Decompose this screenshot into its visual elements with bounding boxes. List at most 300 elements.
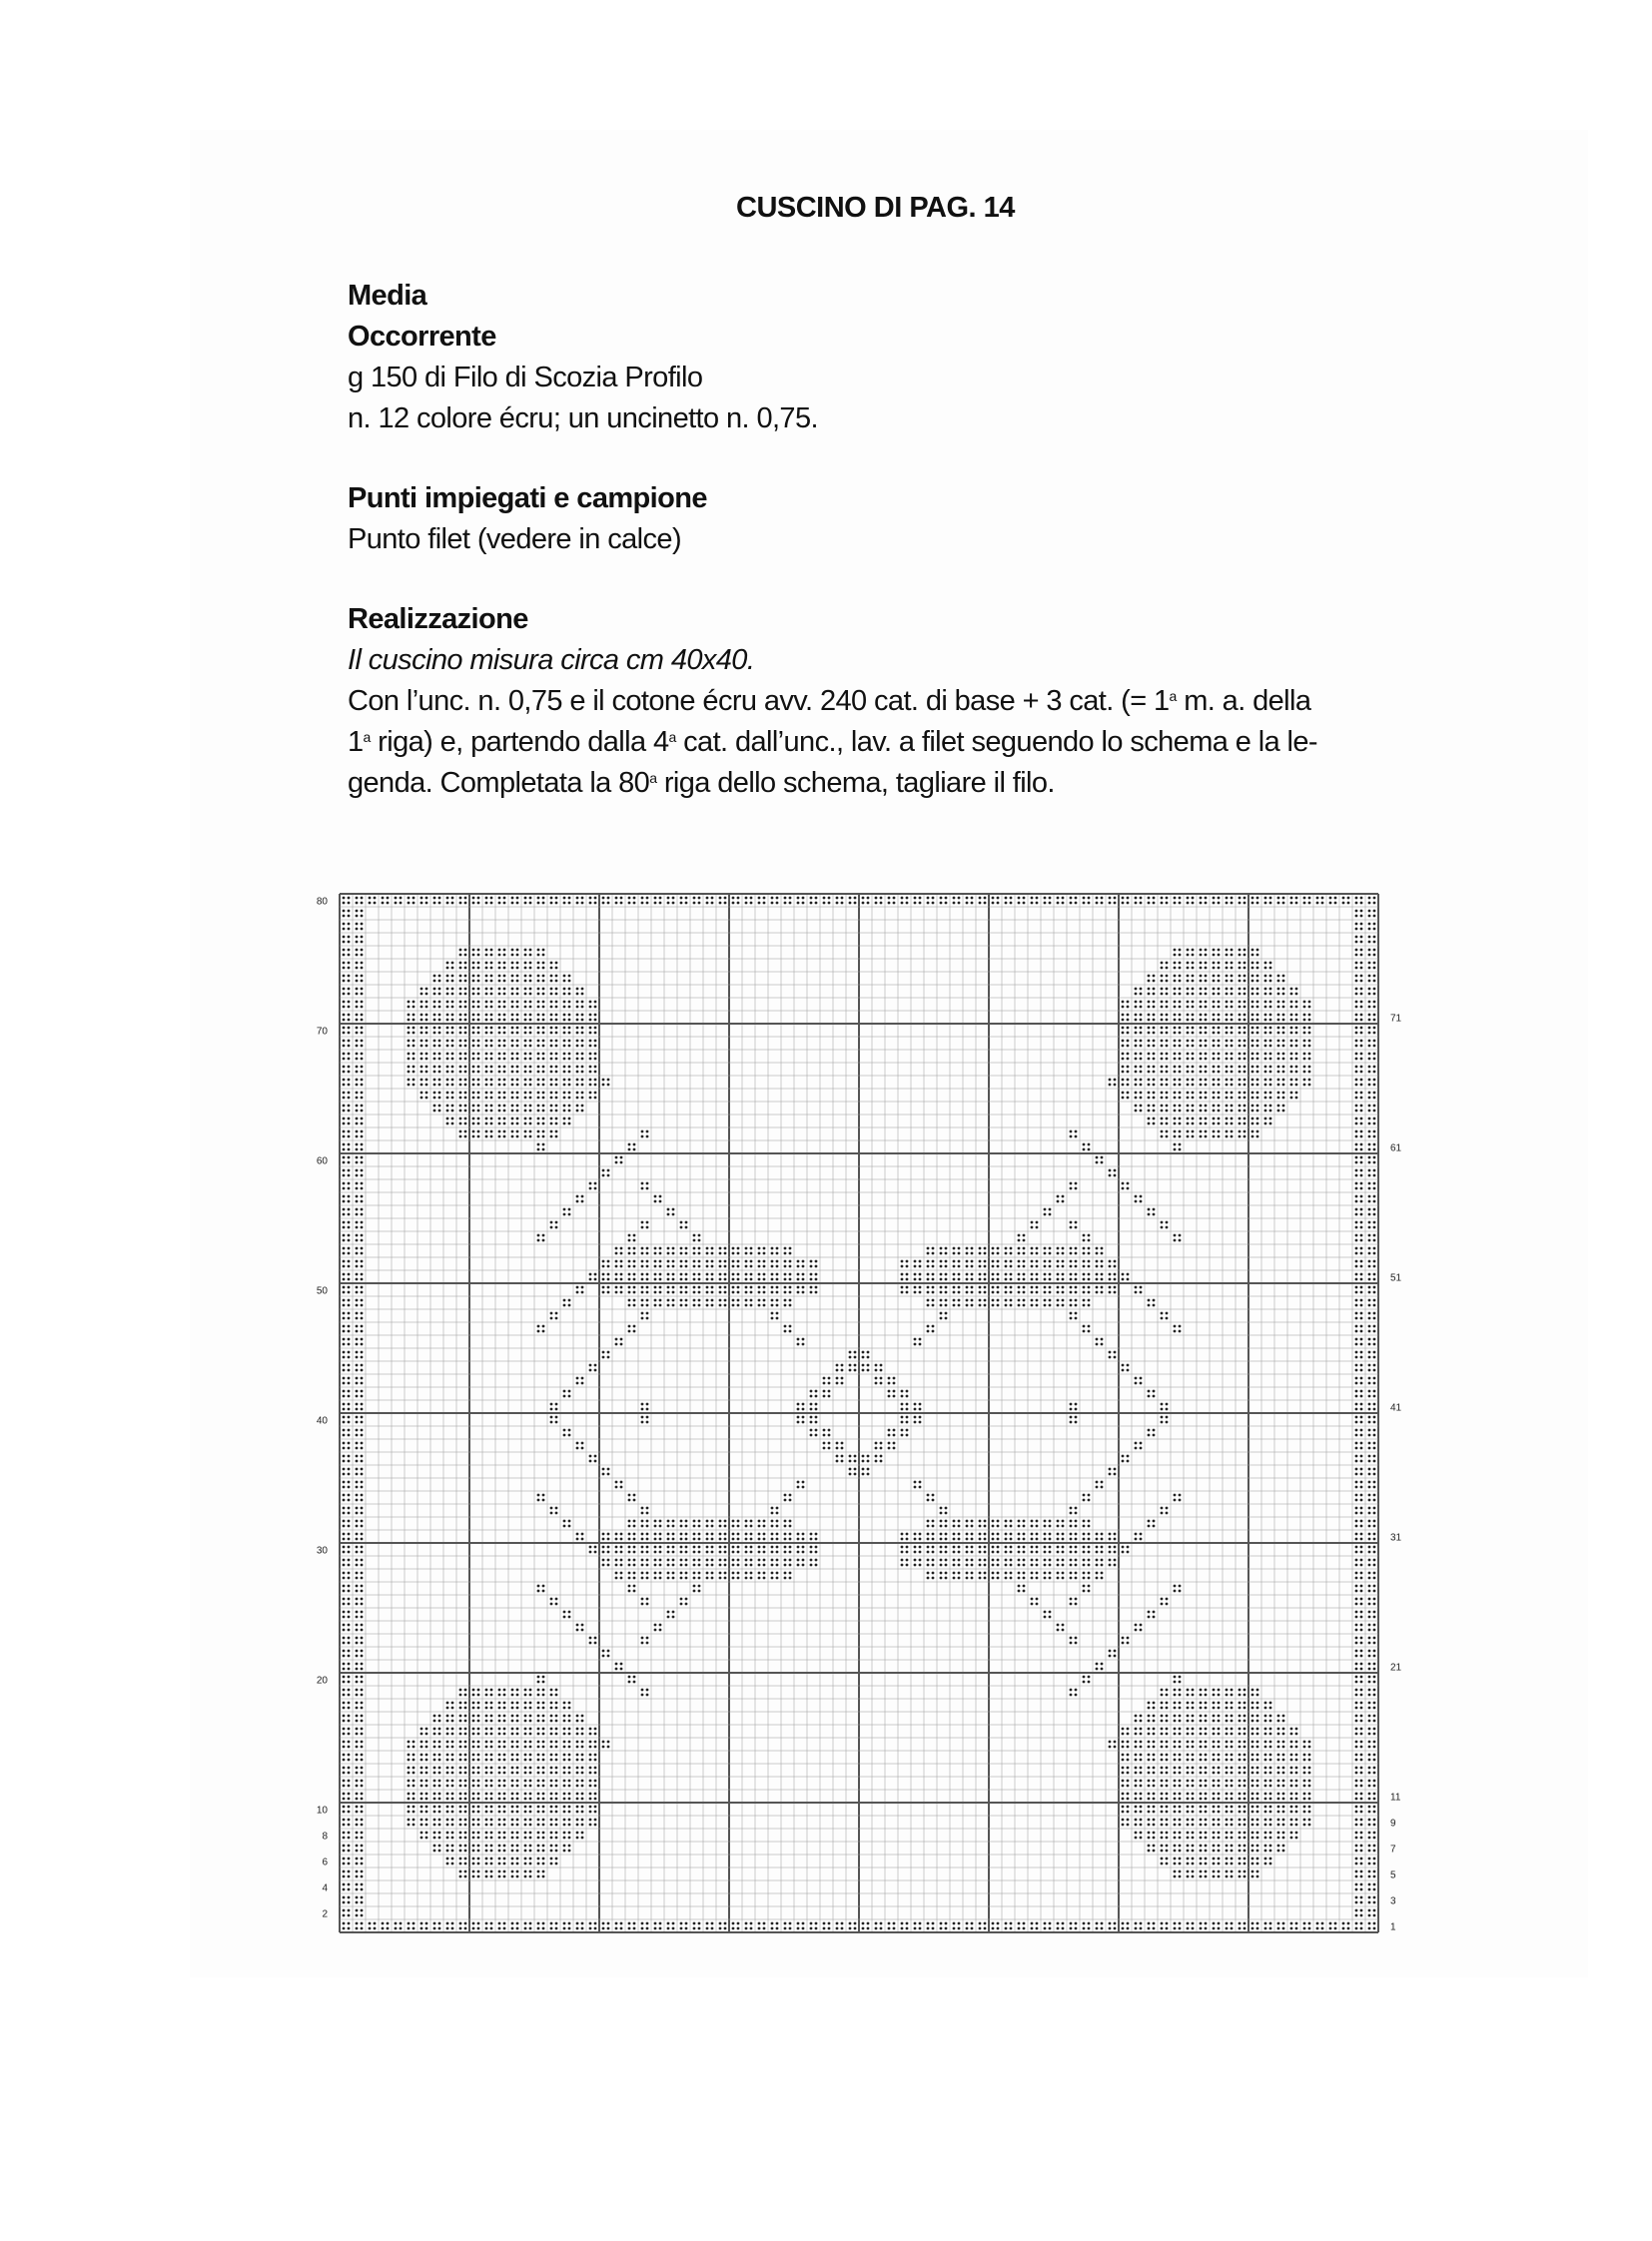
chart-dot — [451, 1819, 454, 1822]
chart-dot — [524, 1793, 527, 1796]
chart-dot — [1355, 1914, 1358, 1917]
chart-dot — [498, 1122, 501, 1125]
chart-dot — [1355, 1221, 1358, 1224]
chart-dot — [971, 1260, 974, 1263]
chart-dot — [1355, 1455, 1358, 1458]
chart-dot — [542, 1148, 545, 1151]
chart-dot — [1179, 1110, 1182, 1113]
chart-dot — [719, 1273, 722, 1276]
chart-dot — [620, 1161, 623, 1164]
chart-dot — [1049, 1525, 1052, 1528]
chart-dot — [1226, 1875, 1229, 1878]
chart-dot — [529, 1746, 532, 1749]
chart-dot — [641, 1312, 644, 1315]
chart-dot — [568, 1922, 571, 1925]
chart-dot — [1373, 1922, 1376, 1925]
chart-dot — [1062, 1252, 1065, 1255]
chart-dot — [490, 1863, 493, 1866]
chart-dot — [1075, 1182, 1078, 1185]
chart-dot — [550, 1863, 553, 1866]
chart-dot — [1368, 1468, 1371, 1471]
chart-dot — [1226, 1845, 1229, 1848]
chart-dot — [524, 1135, 527, 1138]
chart-dot — [550, 1312, 553, 1315]
chart-dot — [529, 1707, 532, 1710]
chart-dot — [1355, 1286, 1358, 1289]
chart-dot — [1044, 1265, 1047, 1268]
chart-dot — [343, 1637, 346, 1640]
chart-dot — [1360, 1702, 1363, 1705]
chart-dot — [919, 1273, 922, 1276]
chart-dot — [815, 1278, 818, 1281]
chart-dot — [667, 1616, 670, 1619]
chart-dot — [1179, 1733, 1182, 1736]
chart-dot — [1062, 1927, 1065, 1930]
chart-dot — [1174, 1845, 1177, 1848]
chart-dot — [1368, 1927, 1371, 1930]
chart-dot — [1070, 1689, 1073, 1692]
chart-dot — [589, 1798, 592, 1801]
chart-dot — [1243, 1806, 1246, 1809]
chart-dot — [555, 1130, 558, 1133]
chart-dot — [1373, 1759, 1376, 1762]
chart-dot — [1360, 1247, 1363, 1250]
chart-dot — [348, 1486, 351, 1489]
chart-dot — [446, 1798, 449, 1801]
chart-dot — [1200, 1780, 1203, 1783]
chart-dot — [542, 1793, 545, 1796]
chart-dot — [966, 1291, 969, 1294]
chart-dot — [433, 1798, 436, 1801]
chart-dot — [906, 1265, 909, 1268]
chart-dot — [1187, 1837, 1190, 1840]
chart-dot — [1122, 1637, 1125, 1640]
chart-dot — [901, 1434, 904, 1437]
chart-dot — [1049, 1213, 1052, 1216]
chart-dot — [361, 1611, 364, 1614]
chart-dot — [815, 1434, 818, 1437]
chart-dot — [542, 1785, 545, 1788]
chart-dot — [343, 1299, 346, 1302]
chart-dot — [953, 1559, 956, 1562]
chart-dot — [602, 1273, 605, 1276]
chart-dot — [576, 1927, 579, 1930]
chart-dot — [1251, 1850, 1254, 1853]
chart-dot — [654, 1533, 657, 1536]
chart-dot — [940, 1312, 943, 1315]
chart-dot — [1114, 1746, 1117, 1749]
chart-dot — [945, 1572, 948, 1575]
chart-dot — [672, 1265, 675, 1268]
chart-dot — [932, 1577, 935, 1580]
chart-dot — [758, 1520, 761, 1523]
chart-dot — [953, 1247, 956, 1250]
chart-dot — [1083, 1148, 1086, 1151]
chart-dot — [810, 1922, 813, 1925]
chart-dot — [1114, 1564, 1117, 1567]
chart-dot — [1373, 1351, 1376, 1354]
chart-dot — [633, 1533, 636, 1536]
chart-dot — [1295, 1922, 1298, 1925]
chart-dot — [1174, 1832, 1177, 1835]
chart-dot — [745, 1551, 748, 1554]
chart-dot — [1057, 1278, 1060, 1281]
chart-dot — [945, 1247, 948, 1250]
chart-dot — [1122, 1767, 1125, 1770]
chart-dot — [511, 1845, 514, 1848]
chart-dot — [602, 1551, 605, 1554]
chart-dot — [1231, 1850, 1234, 1853]
chart-dot — [459, 1863, 462, 1866]
chart-dot — [485, 1819, 488, 1822]
chart-dot — [927, 1304, 930, 1307]
chart-dot — [1161, 1403, 1164, 1406]
chart-dot — [745, 1922, 748, 1925]
chart-dot — [932, 1252, 935, 1255]
chart-dot — [1226, 1927, 1229, 1930]
chart-dot — [672, 1278, 675, 1281]
chart-dot — [563, 1213, 566, 1216]
chart-dot — [1373, 1668, 1376, 1671]
chart-dot — [348, 1767, 351, 1770]
chart-dot — [1360, 1286, 1363, 1289]
chart-dot — [1205, 1689, 1208, 1692]
chart-dot — [1070, 1512, 1073, 1515]
chart-dot — [1360, 1650, 1363, 1653]
chart-dot — [906, 1533, 909, 1536]
chart-dot — [1277, 1780, 1280, 1783]
chart-dot — [1264, 1759, 1267, 1762]
chart-dot — [348, 1390, 351, 1393]
chart-dot — [581, 1442, 584, 1445]
chart-dot — [1153, 1759, 1156, 1762]
chart-dot — [446, 1702, 449, 1705]
chart-dot — [1213, 1811, 1216, 1814]
chart-dot — [1179, 1118, 1182, 1120]
chart-dot — [940, 1564, 943, 1567]
chart-dot — [633, 1265, 636, 1268]
chart-dot — [477, 1767, 480, 1770]
chart-dot — [1355, 1637, 1358, 1640]
chart-dot — [361, 1551, 364, 1554]
chart-dot — [1179, 1707, 1182, 1710]
chart-dot — [1239, 1772, 1241, 1775]
chart-dot — [1044, 1278, 1047, 1281]
chart-dot — [413, 1793, 415, 1796]
chart-dot — [576, 1442, 579, 1445]
chart-dot — [745, 1564, 748, 1567]
chart-dot — [563, 1434, 566, 1437]
chart-dot — [1166, 1850, 1169, 1853]
chart-dot — [594, 1460, 597, 1463]
chart-dot — [1360, 1689, 1363, 1692]
chart-dot — [1269, 1927, 1272, 1930]
chart-dot — [356, 1875, 359, 1878]
chart-dot — [737, 1278, 740, 1281]
chart-dot — [953, 1291, 956, 1294]
chart-dot — [1373, 1875, 1376, 1878]
chart-dot — [776, 1512, 779, 1515]
chart-dot — [343, 1875, 346, 1878]
chart-dot — [451, 1811, 454, 1814]
chart-dot — [1088, 1148, 1091, 1151]
chart-dot — [1269, 1806, 1272, 1809]
chart-dot — [802, 1421, 805, 1424]
chart-dot — [550, 1927, 553, 1930]
chart-dot — [1153, 1208, 1156, 1211]
chart-dot — [1166, 1317, 1169, 1320]
chart-dot — [464, 1118, 467, 1120]
chart-dot — [576, 1538, 579, 1541]
chart-dot — [348, 1785, 351, 1788]
chart-dot — [1218, 1927, 1221, 1930]
chart-dot — [537, 1793, 540, 1796]
chart-dot — [945, 1312, 948, 1315]
chart-dot — [361, 1486, 364, 1489]
chart-dot — [361, 1689, 364, 1692]
chart-dot — [1075, 1546, 1078, 1549]
chart-dot — [472, 1875, 475, 1878]
chart-dot — [451, 1118, 454, 1120]
chart-dot — [1101, 1663, 1104, 1666]
chart-dot — [784, 1299, 787, 1302]
chart-dot — [1308, 1785, 1311, 1788]
chart-dot — [555, 1105, 558, 1108]
chart-dot — [589, 1793, 592, 1796]
chart-dot — [348, 1572, 351, 1575]
chart-dot — [1187, 1845, 1190, 1848]
chart-dot — [750, 1546, 753, 1549]
chart-dot — [348, 1338, 351, 1341]
chart-dot — [672, 1247, 675, 1250]
chart-dot — [1135, 1382, 1138, 1385]
chart-dot — [719, 1577, 722, 1580]
chart-dot — [1135, 1759, 1138, 1762]
chart-dot — [413, 1806, 415, 1809]
chart-dot — [1179, 1767, 1182, 1770]
chart-dot — [940, 1265, 943, 1268]
chart-dot — [1114, 1533, 1117, 1536]
chart-dot — [659, 1572, 662, 1575]
chart-dot — [459, 1715, 462, 1718]
chart-dot — [563, 1520, 566, 1523]
chart-dot — [1148, 1616, 1151, 1619]
chart-dot — [343, 1733, 346, 1736]
chart-dot — [433, 1746, 436, 1749]
chart-dot — [719, 1533, 722, 1536]
chart-dot — [1360, 1343, 1363, 1346]
chart-dot — [615, 1338, 618, 1341]
chart-dot — [633, 1252, 636, 1255]
chart-dot — [356, 1546, 359, 1549]
chart-dot — [420, 1832, 423, 1835]
chart-dot — [919, 1343, 922, 1346]
chart-dot — [1062, 1291, 1065, 1294]
chart-dot — [542, 1811, 545, 1814]
chart-dot — [356, 1247, 359, 1250]
chart-dot — [1153, 1785, 1156, 1788]
chart-dot — [1127, 1922, 1130, 1925]
chart-dot — [555, 1785, 558, 1788]
chart-dot — [1368, 1434, 1371, 1437]
chart-dot — [550, 1118, 553, 1120]
chart-dot — [1083, 1260, 1086, 1263]
chart-dot — [433, 1105, 436, 1108]
chart-dot — [932, 1247, 935, 1250]
chart-dot — [1373, 1624, 1376, 1627]
chart-dot — [459, 1927, 462, 1930]
chart-dot — [1226, 1922, 1229, 1925]
chart-dot — [1031, 1603, 1034, 1606]
chart-dot — [356, 1364, 359, 1367]
chart-dot — [485, 1702, 488, 1705]
chart-dot — [1355, 1512, 1358, 1515]
chart-dot — [1251, 1870, 1254, 1873]
chart-dot — [1218, 1824, 1221, 1827]
chart-dot — [356, 1598, 359, 1601]
chart-dot — [953, 1520, 956, 1523]
chart-dot — [1355, 1909, 1358, 1912]
chart-dot — [711, 1927, 714, 1930]
chart-dot — [1083, 1676, 1086, 1679]
chart-dot — [1122, 1187, 1125, 1190]
chart-dot — [979, 1247, 982, 1250]
chart-dot — [784, 1278, 787, 1281]
chart-dot — [563, 1110, 566, 1113]
chart-dot — [542, 1590, 545, 1593]
chart-dot — [537, 1585, 540, 1588]
chart-dot — [1096, 1533, 1099, 1536]
chart-dot — [1200, 1746, 1203, 1749]
chart-dot — [815, 1421, 818, 1424]
chart-dot — [1192, 1741, 1195, 1744]
chart-dot — [1161, 1122, 1164, 1125]
chart-dot — [1373, 1702, 1376, 1705]
chart-dot — [1355, 1780, 1358, 1783]
chart-dot — [1282, 1837, 1285, 1840]
chart-dot — [1161, 1408, 1164, 1411]
chart-dot — [1070, 1408, 1073, 1411]
chart-dot — [1044, 1922, 1047, 1925]
chart-dot — [563, 1728, 566, 1731]
chart-dot — [1070, 1187, 1073, 1190]
chart-dot — [1368, 1707, 1371, 1710]
chart-dot — [1096, 1161, 1099, 1164]
chart-dot — [555, 1720, 558, 1723]
chart-dot — [356, 1234, 359, 1237]
chart-dot — [654, 1200, 657, 1203]
chart-dot — [1360, 1858, 1363, 1861]
chart-dot — [555, 1922, 558, 1925]
chart-dot — [542, 1806, 545, 1809]
chart-dot — [420, 1819, 423, 1822]
chart-dot — [1122, 1369, 1125, 1372]
chart-dot — [529, 1875, 532, 1878]
chart-dot — [1360, 1642, 1363, 1645]
chart-dot — [641, 1416, 644, 1419]
chart-dot — [1368, 1896, 1371, 1899]
chart-dot — [932, 1286, 935, 1289]
chart-dot — [641, 1927, 644, 1930]
chart-dot — [1368, 1551, 1371, 1554]
chart-dot — [1174, 1707, 1177, 1710]
chart-dot — [1226, 1858, 1229, 1861]
chart-dot — [1192, 1780, 1195, 1783]
chart-dot — [1373, 1486, 1376, 1489]
chart-dot — [361, 1785, 364, 1788]
chart-dot — [343, 1325, 346, 1328]
chart-dot — [537, 1118, 540, 1120]
chart-dot — [568, 1105, 571, 1108]
chart-dot — [1096, 1278, 1099, 1281]
chart-dot — [361, 1875, 364, 1878]
chart-dot — [356, 1110, 359, 1113]
chart-dot — [1200, 1793, 1203, 1796]
chart-dot — [1135, 1837, 1138, 1840]
chart-dot — [927, 1538, 930, 1541]
chart-dot — [659, 1564, 662, 1567]
chart-dot — [537, 1845, 540, 1848]
chart-dot — [1373, 1715, 1376, 1718]
chart-dot — [348, 1564, 351, 1567]
chart-dot — [343, 1135, 346, 1138]
chart-dot — [906, 1927, 909, 1930]
chart-dot — [1368, 1637, 1371, 1640]
chart-dot — [537, 1733, 540, 1736]
chart-dot — [1088, 1533, 1091, 1536]
chart-dot — [953, 1572, 956, 1575]
chart-dot — [1127, 1455, 1130, 1458]
chart-dot — [763, 1286, 766, 1289]
chart-dot — [1282, 1754, 1285, 1757]
chart-dot — [1239, 1811, 1241, 1814]
chart-dot — [1096, 1481, 1099, 1484]
chart-dot — [1368, 1195, 1371, 1198]
chart-dot — [1109, 1273, 1112, 1276]
chart-dot — [413, 1785, 415, 1788]
chart-dot — [477, 1870, 480, 1873]
chart-dot — [607, 1351, 610, 1354]
chart-dot — [356, 1746, 359, 1749]
chart-dot — [1088, 1559, 1091, 1562]
chart-dot — [1174, 1759, 1177, 1762]
chart-dot — [343, 1832, 346, 1835]
chart-dot — [361, 1148, 364, 1151]
chart-dot — [348, 1187, 351, 1190]
chart-dot — [361, 1909, 364, 1912]
chart-dot — [1174, 1676, 1177, 1679]
chart-dot — [628, 1286, 631, 1289]
chart-dot — [1243, 1767, 1246, 1770]
chart-dot — [343, 1901, 346, 1904]
chart-dot — [1174, 1110, 1177, 1113]
chart-dot — [413, 1824, 415, 1827]
chart-dot — [472, 1824, 475, 1827]
chart-dot — [1057, 1572, 1060, 1575]
chart-dot — [576, 1772, 579, 1775]
chart-dot — [737, 1252, 740, 1255]
chart-dot — [737, 1533, 740, 1536]
chart-dot — [1057, 1260, 1060, 1263]
chart-dot — [927, 1330, 930, 1333]
chart-dot — [849, 1369, 852, 1372]
chart-dot — [1368, 1460, 1371, 1463]
chart-dot — [511, 1759, 514, 1762]
chart-dot — [932, 1299, 935, 1302]
chart-dot — [503, 1689, 506, 1692]
chart-dot — [1213, 1759, 1216, 1762]
chart-dot — [1264, 1832, 1267, 1835]
